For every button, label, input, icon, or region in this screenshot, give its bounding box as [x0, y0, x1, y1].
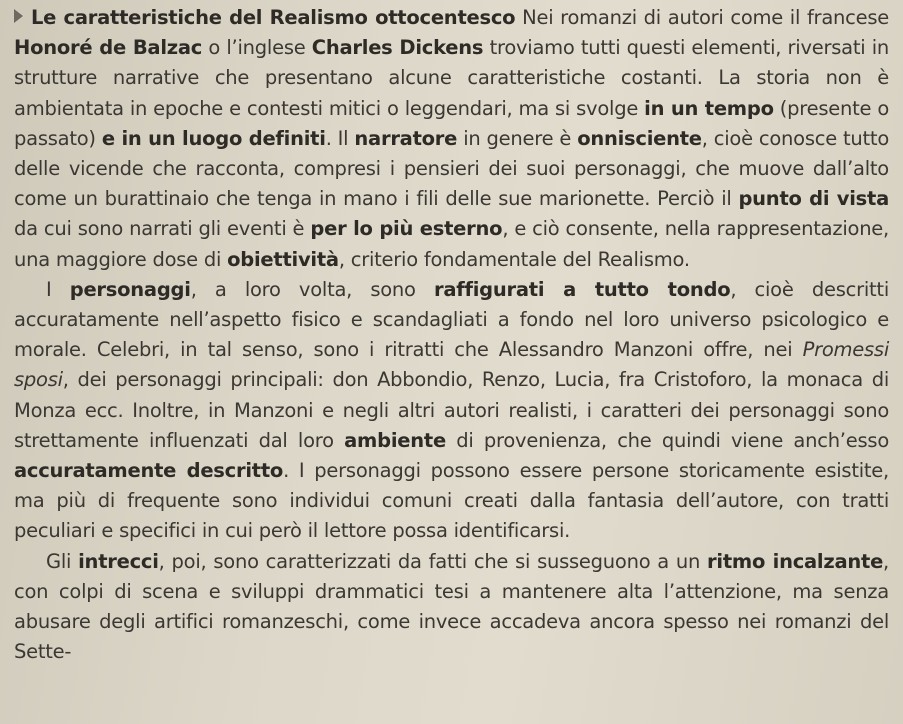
- bold-run: ritmo incalzante: [707, 549, 884, 573]
- text-run: , criterio fondamentale del Realismo.: [338, 247, 690, 271]
- text-run: , cioè conosce tutto delle vicende che racconta, compresi i pensieri dei suoi personaggi, che muove dall’alto come un burattinaio che tenga in mano i fili delle sue marionette. Perciò il: [14, 126, 889, 211]
- text-run: (presente o passato): [14, 96, 889, 150]
- text-run: o l’inglese: [202, 36, 312, 60]
- text-run: Nei romanzi di autori come il francese: [515, 6, 890, 29]
- text-run: . I personaggi possono essere persone storicamente esistite, ma più di frequente sono individui comuni creati dalla fantasia dell’autore, con tratti peculiari e specifici in cui però il lettore possa identificarsi.: [14, 459, 889, 543]
- bold-run: Charles Dickens: [311, 36, 484, 60]
- text-run: I: [46, 277, 70, 301]
- text-run: in genere è: [457, 126, 578, 150]
- section-title: Le caratteristiche del Realismo ottocentesco: [31, 6, 516, 29]
- text-run: , e ciò consente, nella rappresentazione, una maggiore dose di: [14, 217, 889, 271]
- text-run: , cioè descritti accuratamente nell’aspetto fisico e scandagliati a fondo nel loro universo psicologico e morale. Celebri, in tal senso, sono i ritratti che Alessandro Manzoni offre, nei: [14, 277, 889, 362]
- bold-run: per lo più esterno: [310, 217, 503, 241]
- bold-run: raffigurati a tutto tondo: [433, 277, 731, 301]
- bold-run: Honoré de Balzac: [14, 36, 203, 60]
- text-run: , dei personaggi principali: don Abbondio, Renzo, Lucia, fra Cristoforo, la monaca di Monza ecc. Inoltre, in Manzoni e negli altri autori realisti, i caratteri dei personaggi sono strettamente influenzati dal loro: [14, 368, 889, 452]
- text-run: Gli: [46, 549, 79, 573]
- text-run: , con colpi di scena e sviluppi drammatici tesi a mantenere alta l’attenzione, ma senza abusare degli artifici romanzeschi, come invece accadeva ancora spesso nei romanzi del Sette-: [14, 549, 889, 664]
- bold-run: e in un luogo definiti: [101, 126, 326, 150]
- italic-run: Promessi sposi: [14, 338, 889, 392]
- text-run: troviamo tutti questi elementi, riversati in strutture narrative che presentano alcune caratteristiche costanti. La storia non è ambientata in epoche e contesti mitici o leggendari, ma si svolge: [14, 36, 890, 120]
- text-run: da cui sono narrati gli eventi è: [14, 217, 311, 241]
- bold-run: personaggi: [69, 277, 191, 301]
- bold-run: ambiente: [344, 428, 446, 452]
- text-run: , poi, sono caratterizzati da fatti che si susseguono a un: [158, 549, 708, 573]
- bold-run: obiettività: [227, 247, 339, 271]
- bold-run: intrecci: [78, 549, 159, 573]
- paragraph-characters: [14, 275, 889, 547]
- bold-run: onnisciente: [577, 126, 702, 150]
- text-run: di provenienza, che quindi viene anch’esso: [445, 428, 890, 452]
- bold-run: in un tempo: [644, 96, 774, 120]
- text-run: , a loro volta, sono: [190, 277, 434, 301]
- paragraph-plots: [14, 547, 889, 668]
- paragraph-realism-features: [14, 3, 889, 275]
- bold-run: punto di vista: [738, 187, 889, 211]
- triangle-bullet-icon: [14, 9, 23, 23]
- bold-run: accuratamente descritto: [14, 459, 284, 483]
- text-run: . Il: [325, 126, 355, 150]
- bold-run: narratore: [354, 126, 458, 150]
